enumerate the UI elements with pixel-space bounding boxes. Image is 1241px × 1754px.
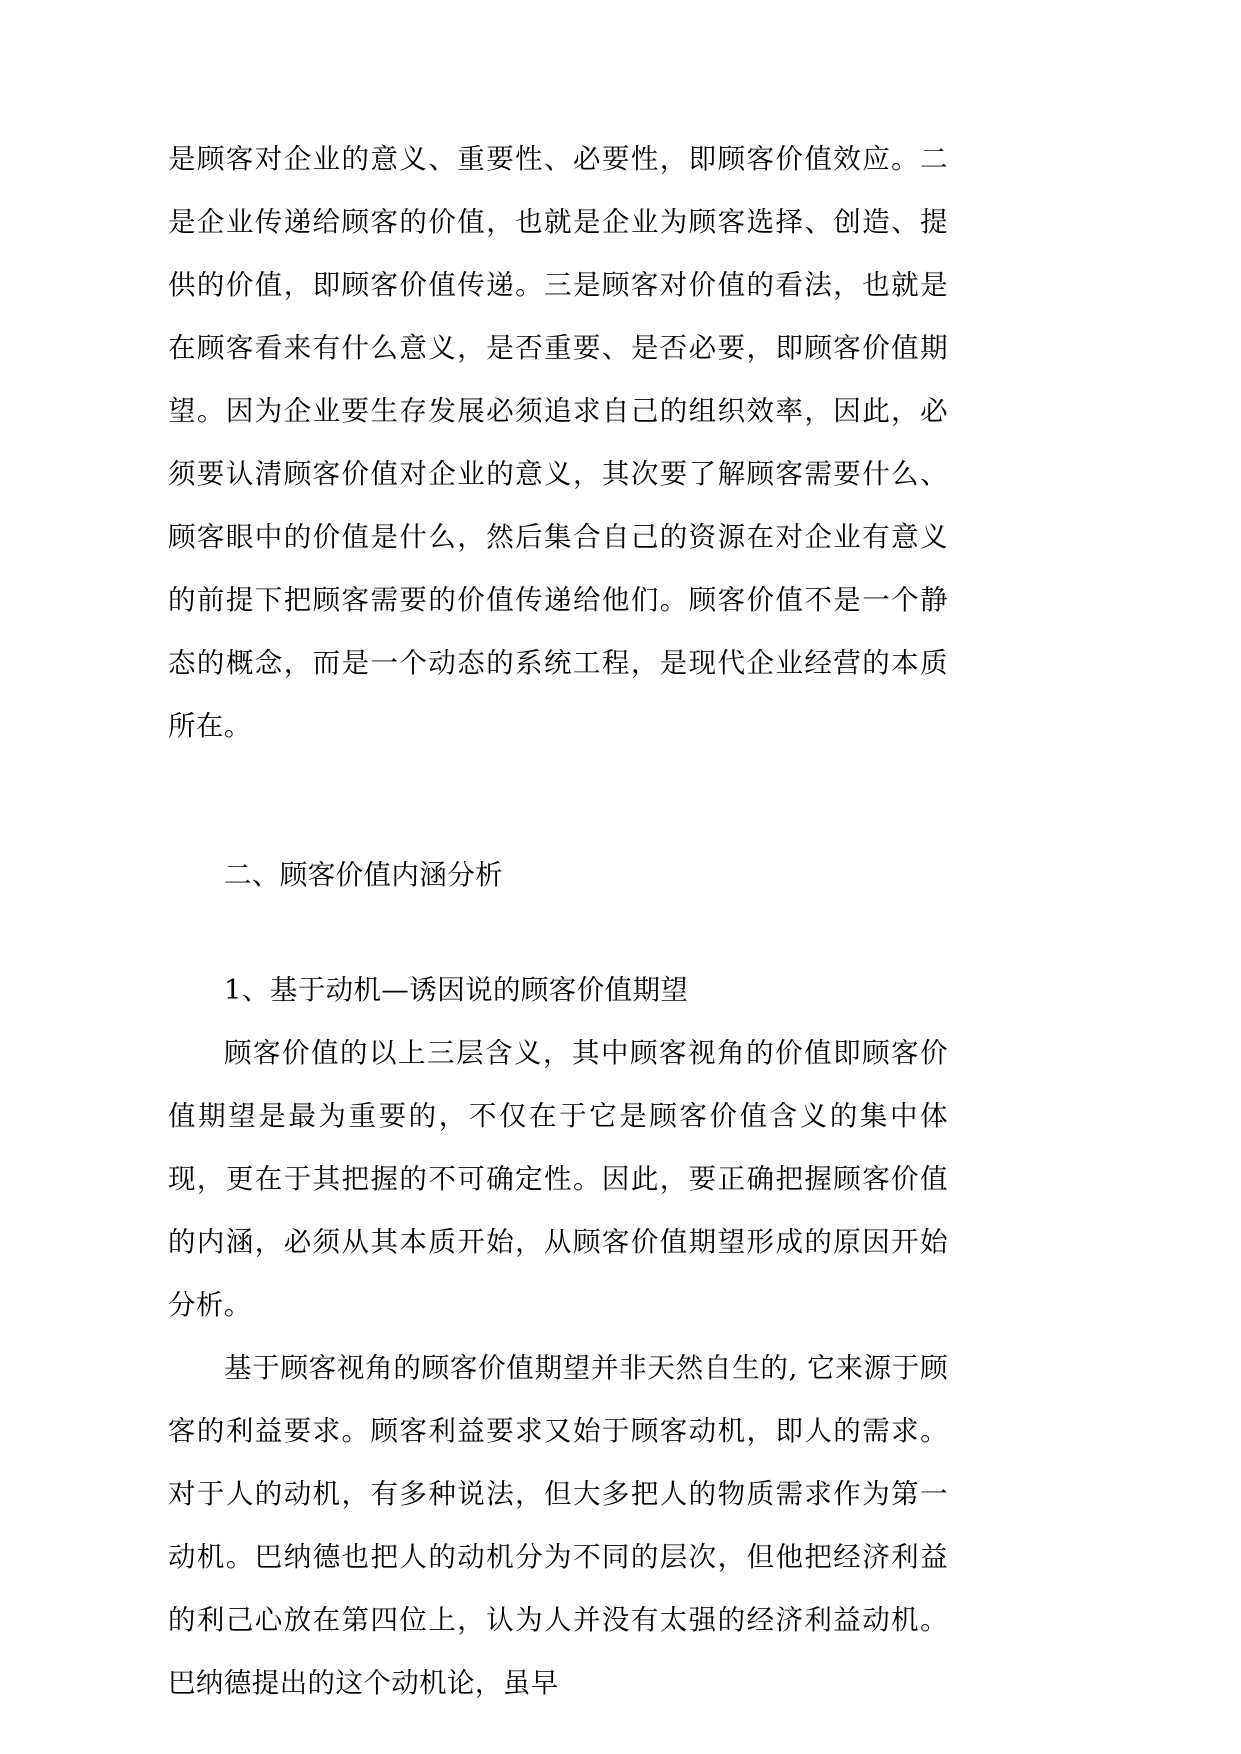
page-content bbox=[168, 128, 948, 1715]
paragraph-3: 基于顾客视角的顾客价值期望并非天然自生的, 它来源于顾客的利益要求。顾客利益要求又始于顾客动机，即人的需求。对于人的动机，有多种说法，但大多把人的物质需求作为第一动机。巴纳德也把人的动机分为不同的层次，但他把经济利益的利己心放在第四位上，认为人并没有太强的经济利益动机。巴纳德提出的这个动机论，虽早 bbox=[168, 1352, 948, 1699]
section-spacer bbox=[168, 758, 948, 844]
sub-heading: 1、基于动机—诱因说的顾客价值期望 bbox=[224, 974, 689, 1006]
heading-spacer bbox=[168, 907, 948, 959]
paragraph-2: 顾客价值的以上三层含义，其中顾客视角的价值即顾客价值期望是最为重要的，不仅在于它是顾客价值含义的集中体现，更在于其把握的不可确定性。因此，要正确把握顾客价值的内涵，必须从其本质开始，从顾客价值期望形成的原因开始分析。 bbox=[168, 1037, 948, 1321]
paragraph-continuation: 是顾客对企业的意义、重要性、必要性，即顾客价值效应。二是企业传递给顾客的价值，也就是企业为顾客选择、创造、提供的价值，即顾客价值传递。三是顾客对价值的看法，也就是在顾客看来有什么意义，是否重要、是否必要，即顾客价值期望。因为企业要生存发展必须追求自己的组织效率，因此，必须要认清顾客价值对企业的意义，其次要了解顾客需要什么、顾客眼中的价值是什么，然后集合自己的资源在对企业有意义的前提下把顾客需要的价值传递给他们。顾客价值不是一个静态的概念，而是一个动态的系统工程，是现代企业经营的本质所在。 bbox=[168, 143, 948, 742]
section-heading: 二、顾客价值内涵分析 bbox=[224, 859, 503, 891]
